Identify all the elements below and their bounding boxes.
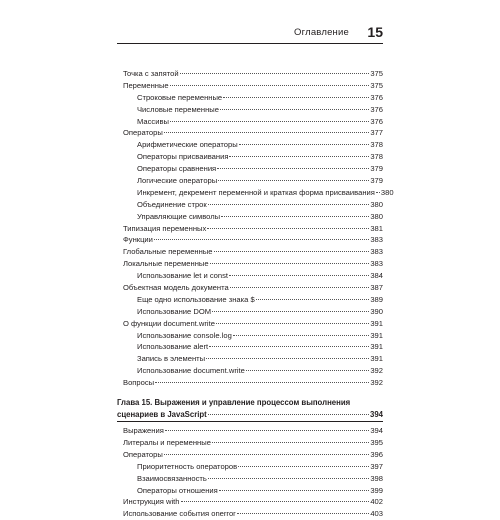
toc-entry-label: Операторы (123, 128, 163, 138)
toc-entry-label: Выражения (123, 426, 164, 436)
toc-entry-page: 392 (370, 366, 383, 376)
toc-entry-label: Запись в элементы (137, 354, 206, 364)
leader-dots (170, 85, 370, 86)
toc-entry[interactable] (117, 223, 383, 235)
toc-entry[interactable] (117, 151, 383, 163)
leader-dots (180, 73, 370, 74)
toc-entry-label: Использование console.log (137, 330, 232, 340)
toc-entry-label: Использование let и const (137, 271, 229, 281)
toc-entry-page: 403 (370, 509, 383, 519)
toc-entry[interactable] (117, 318, 383, 330)
toc-entry-page: 399 (370, 485, 383, 495)
toc-entry-label: Инструкция with (123, 497, 180, 507)
toc-entry-label: Взаимосвязанность (137, 473, 207, 483)
leader-dots (208, 414, 369, 415)
toc-entry-label: Арифметические операторы (137, 140, 238, 150)
leader-dots (376, 192, 380, 193)
toc-entry-label: Переменные (123, 80, 169, 90)
leader-dots (212, 442, 369, 443)
leader-dots (154, 239, 369, 240)
toc-entry-page: 379 (370, 176, 383, 186)
leader-dots (214, 251, 370, 252)
toc-entry[interactable] (117, 353, 383, 365)
leader-dots (164, 454, 370, 455)
toc-entry[interactable] (117, 211, 383, 223)
toc-entry[interactable] (117, 365, 383, 377)
toc-entry-label: Операторы (123, 449, 163, 459)
toc-entry-label: Приоритетность операторов (137, 461, 238, 471)
toc-entry-page: 376 (370, 104, 383, 114)
toc-entry-label: Локальные переменные (123, 259, 209, 269)
toc-entry-label: Строковые переменные (137, 92, 223, 102)
leader-dots (233, 335, 370, 336)
toc-entry[interactable] (117, 199, 383, 211)
toc-entry[interactable] (117, 294, 383, 306)
toc-entry[interactable] (117, 116, 383, 128)
toc-entry-page: 398 (370, 473, 383, 483)
leader-dots (237, 513, 370, 514)
toc-section-top (117, 68, 394, 389)
toc-entry-page: 394 (370, 426, 383, 436)
toc-entry[interactable] (117, 163, 383, 175)
toc-entry-label: Типизация переменных (123, 223, 207, 233)
toc-entry-label: Литералы и переменные (123, 437, 211, 447)
toc-entry-page: 391 (370, 342, 383, 352)
toc-entry-label: Объектная модель документа (123, 283, 229, 293)
leader-dots (208, 478, 369, 479)
page-number: 15 (367, 24, 383, 40)
toc-entry[interactable] (117, 270, 383, 282)
toc-entry-label: Точка с запятой (123, 69, 179, 78)
toc-entry[interactable] (117, 246, 383, 258)
toc-entry-page: 383 (370, 247, 383, 257)
leader-dots (216, 323, 369, 324)
chapter-rule (117, 421, 383, 422)
toc-entry-page: 378 (370, 152, 383, 162)
section-gap (117, 389, 383, 397)
toc-section-bottom (117, 425, 383, 520)
toc-entry-page: 377 (370, 128, 383, 138)
toc-entry[interactable] (117, 425, 383, 437)
running-header (117, 26, 383, 42)
chapter-title-line1: Глава 15. Выражения и управление процессом выполнения (117, 398, 351, 408)
toc-entry[interactable] (117, 306, 383, 318)
toc-entry-page: 389 (370, 294, 383, 304)
header-rule (117, 43, 383, 44)
leader-dots (164, 132, 370, 133)
toc-entry-page: 379 (370, 164, 383, 174)
toc-entry[interactable] (117, 377, 383, 389)
leader-dots (229, 275, 369, 276)
leader-dots (219, 490, 370, 491)
toc-entry[interactable] (117, 187, 394, 199)
toc-entry-label: Использование события onerror (123, 509, 236, 519)
toc-entry-page: 380 (370, 211, 383, 221)
toc-entry[interactable] (117, 330, 383, 342)
toc-entry-label: Использование alert (137, 342, 209, 352)
toc-entry-label: Глобальные переменные (123, 247, 213, 257)
toc-entry[interactable] (117, 282, 383, 294)
leader-dots (229, 156, 369, 157)
header-title: Оглавление (294, 27, 349, 38)
chapter-title-line2: сценариев в JavaScript (117, 409, 207, 419)
leader-dots (246, 370, 369, 371)
table-of-contents (117, 68, 394, 520)
toc-entry-page: 397 (370, 461, 383, 471)
toc-entry-label: Использование DOM (137, 306, 212, 316)
toc-entry-label: Использование document.write (137, 366, 245, 376)
toc-entry-page: 383 (370, 235, 383, 245)
toc-entry[interactable] (117, 473, 383, 485)
toc-entry-page: 396 (370, 449, 383, 459)
toc-entry[interactable] (117, 341, 383, 353)
leader-dots (208, 204, 370, 205)
leader-dots (238, 466, 369, 467)
toc-entry-page: 392 (370, 378, 383, 388)
toc-entry-page: 390 (370, 306, 383, 316)
leader-dots (165, 430, 370, 431)
toc-entry-label: Операторы сравнения (137, 164, 217, 174)
toc-entry-page: 387 (370, 283, 383, 293)
toc-entry-page: 395 (370, 437, 383, 447)
toc-entry-label: Вопросы (123, 378, 155, 388)
toc-entry-page: 383 (370, 259, 383, 269)
toc-entry[interactable] (117, 80, 383, 92)
chapter-title-row2 (117, 409, 383, 421)
leader-dots (217, 168, 369, 169)
toc-entry-page: 376 (370, 92, 383, 102)
chapter-page: 394 (369, 409, 383, 419)
toc-entry[interactable] (117, 127, 383, 139)
toc-entry[interactable] (117, 175, 383, 187)
leader-dots (212, 311, 369, 312)
toc-entry-page: 391 (370, 330, 383, 340)
leader-dots (155, 382, 369, 383)
toc-entry-label: Управляющие символы (137, 211, 221, 221)
toc-entry-label: О функции document.write (123, 318, 215, 328)
toc-entry-label: Операторы отношения (137, 485, 218, 495)
leader-dots (230, 287, 370, 288)
toc-entry[interactable] (117, 139, 383, 151)
leader-dots (209, 346, 369, 347)
toc-entry[interactable] (117, 92, 383, 104)
toc-entry[interactable] (117, 485, 383, 497)
leader-dots (239, 144, 370, 145)
toc-entry-page: 375 (370, 69, 383, 78)
toc-entry-label: Операторы присваивания (137, 152, 229, 162)
toc-entry-label: Массивы (137, 116, 169, 126)
toc-entry[interactable] (117, 234, 383, 246)
toc-entry[interactable] (117, 461, 383, 473)
leader-dots (221, 216, 369, 217)
toc-entry[interactable] (117, 68, 383, 80)
leader-dots (206, 358, 369, 359)
toc-entry[interactable] (117, 104, 383, 116)
toc-entry-page: 384 (370, 271, 383, 281)
toc-entry[interactable] (117, 258, 383, 270)
toc-entry-label: Инкремент, декремент переменной и краткая форма присваивания (137, 187, 375, 197)
toc-entry[interactable] (117, 437, 383, 449)
toc-entry-page: 381 (370, 223, 383, 233)
leader-dots (256, 299, 370, 300)
chapter-heading[interactable] (117, 397, 383, 420)
toc-entry-label: Логические операторы (137, 176, 218, 186)
leader-dots (218, 180, 369, 181)
leader-dots (223, 97, 369, 98)
toc-entry[interactable] (117, 496, 383, 508)
toc-entry[interactable] (117, 449, 383, 461)
toc-entry-label: Объединение строк (137, 199, 207, 209)
toc-entry[interactable] (117, 508, 383, 520)
toc-entry-page: 391 (370, 354, 383, 364)
toc-entry-label: Еще одно использование знака $ (137, 294, 255, 304)
leader-dots (207, 228, 369, 229)
leader-dots (170, 121, 369, 122)
toc-entry-label: Функции (123, 235, 153, 245)
leader-dots (210, 263, 370, 264)
toc-entry-page: 402 (370, 497, 383, 507)
toc-entry-page: 375 (370, 80, 383, 90)
toc-entry-page: 391 (370, 318, 383, 328)
toc-entry-page: 378 (370, 140, 383, 150)
toc-entry-page: 380 (380, 187, 394, 197)
leader-dots (181, 501, 370, 502)
leader-dots (220, 109, 369, 110)
toc-entry-page: 380 (370, 199, 383, 209)
toc-entry-label: Числовые переменные (137, 104, 219, 114)
toc-entry-page: 376 (370, 116, 383, 126)
